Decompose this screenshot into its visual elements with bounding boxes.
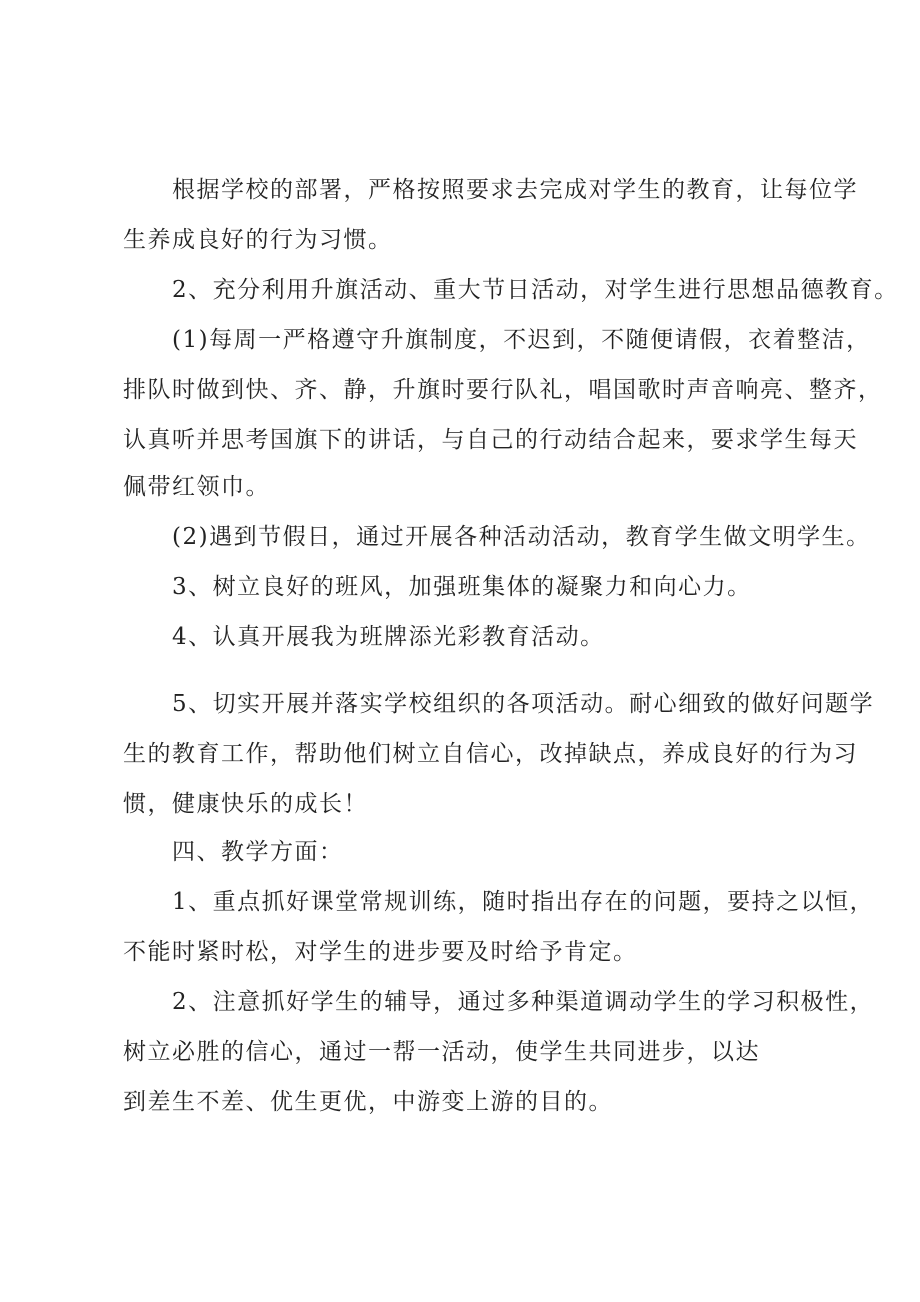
text-line: 认真听并思考国旗下的讲话，与自己的行动结合起来，要求学生每天 <box>123 427 858 453</box>
text-line: 3、树立良好的班风，加强班集体的凝聚力和向心力。 <box>172 574 752 600</box>
text-line: 惯，健康快乐的成长！ <box>123 791 368 817</box>
text-line: 排队时做到快、齐、静，升旗时要行队礼，唱国歌时声音响亮、整齐， <box>123 377 883 403</box>
text-line: 1、重点抓好课堂常规训练，随时指出存在的问题，要持之以恒， <box>172 889 875 915</box>
text-line: 到差生不差、优生更优，中游变上游的目的。 <box>123 1089 613 1115</box>
text-line: (1)每周一严格遵守升旗制度，不迟到，不随便请假，衣着整洁， <box>172 327 871 353</box>
section-heading: 四、教学方面： <box>172 839 344 865</box>
text-line: 2、注意抓好学生的辅导，通过多种渠道调动学生的学习积极性， <box>172 989 875 1015</box>
text-line: 佩带红领巾。 <box>123 474 270 500</box>
text-line: 5、切实开展并落实学校组织的各项活动。耐心细致的做好问题学 <box>172 691 875 717</box>
text-line: 生的教育工作，帮助他们树立自信心，改掉缺点，养成良好的行为习 <box>123 741 858 767</box>
text-line: 生养成良好的行为习惯。 <box>123 227 393 253</box>
text-line: 树立必胜的信心，通过一帮一活动，使学生共同进步，以达 <box>123 1039 760 1065</box>
text-line: 4、认真开展我为班牌添光彩教育活动。 <box>172 624 605 650</box>
text-line: 不能时紧时松，对学生的进步要及时给予肯定。 <box>123 939 638 965</box>
text-line: 根据学校的部署，严格按照要求去完成对学生的教育，让每位学 <box>172 177 858 203</box>
text-line: 2、充分利用升旗活动、重大节日活动，对学生进行思想品德教育。 <box>172 277 899 303</box>
text-line: (2)遇到节假日，通过开展各种活动活动，教育学生做文明学生。 <box>172 524 871 550</box>
